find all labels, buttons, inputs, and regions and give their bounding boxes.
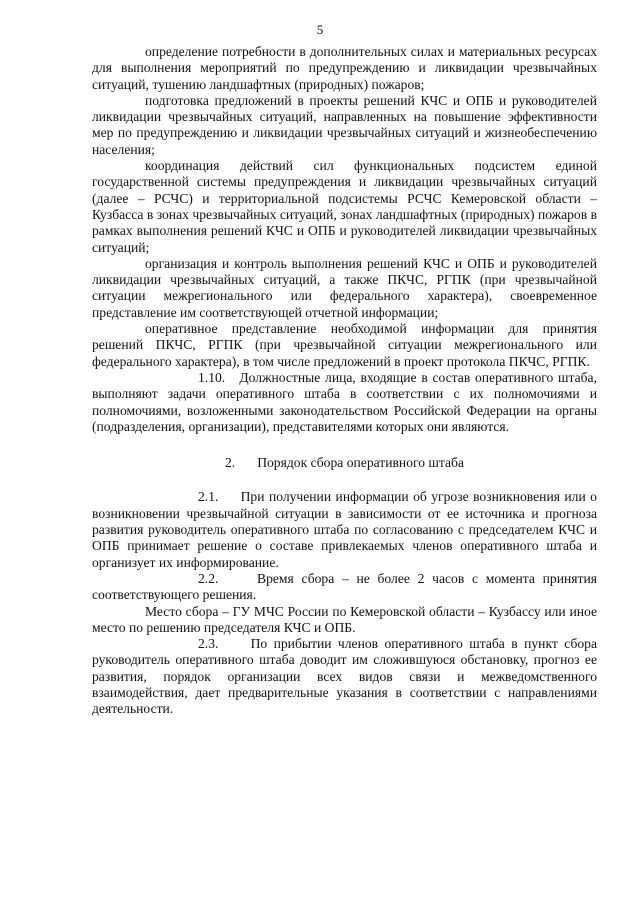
paragraph-information: оперативное представление необходимой информации для принятия решений ПКЧС, РГПК (при чрезвычайной ситуации межрегионального или федерального характера), в том числе предложений в проект протокола ПКЧС, РГПК. [92, 321, 597, 369]
item-2-3 [92, 636, 597, 717]
item-number: 1.10. [198, 369, 226, 385]
item-text: По прибытии членов оперативного штаба в пункт сбора руководитель оперативного штаба доводит им сложившуюся обстановку, прогноз ее развития, порядок организации всех видов связи и межведомственного взаимодействия, дает предварительные указания в соответствии с направлениями деятельности. [92, 636, 597, 717]
document-body [92, 44, 597, 718]
item-2-1 [92, 489, 597, 570]
item-text: При получении информации об угрозе возникновения или о возникновении чрезвычайной ситуации в зависимости от ее источника и прогноза развития руководитель оперативного штаба по согласованию с председателем КЧС и ОПБ принимает решение о составе привлекаемых членов оперативного штаба и организует их информирование. [92, 489, 597, 570]
item-1-10 [92, 370, 597, 435]
item-number: 2.3. [198, 636, 219, 652]
item-text: Время сбора – не более 2 часов с момента принятия соответствующего решения. [92, 570, 597, 603]
page-number: 5 [316, 22, 324, 37]
section-heading [92, 455, 597, 471]
paragraph-coordination: координация действий сил функциональных подсистем единой государственной системы предупреждения и ликвидации чрезвычайных ситуаций (далее – РСЧС) и территориальной подсистемы РСЧС Кемеровской области – Кузбасса в зонах чрезвычайных ситуаций, зонах ландшафтных (природных) пожаров в рамках выполнения решений КЧС и ОПБ и руководителей ликвидации чрезвычайных ситуаций; [92, 158, 597, 255]
section-title: Порядок сбора оперативного штаба [257, 455, 464, 471]
section-number: 2. [224, 455, 236, 471]
paragraph-proposals: подготовка предложений в проекты решений КЧС и ОПБ и руководителей ликвидации чрезвычайных ситуаций, направленных на повышение эффективности мер по предупреждению и ликвидации чрезвычайных ситуаций и жизнеобеспечению населения; [92, 92, 597, 157]
item-text: Должностные лица, входящие в состав оперативного штаба, выполняют задачи оперативного штаба в соответствии с их полномочиями и полномочиями, возложенными законодательством Российской Федерации на органы (подразделения, организации), представителями которых они являются. [92, 369, 597, 434]
paragraph-resource-needs: определение потребности в дополнительных силах и материальных ресурсах для выполнения мероприятий по предупреждению и ликвидации чрезвычайных ситуаций, тушению ландшафтных (природных) пожаров; [92, 44, 597, 92]
paragraph-meeting-place: Место сбора – ГУ МЧС России по Кемеровской области – Кузбассу или иное место по решению председателя КЧС и ОПБ. [92, 603, 597, 635]
item-2-2 [92, 571, 597, 604]
paragraph-control: организация и контроль выполнения решений КЧС и ОПБ и руководителей ликвидации чрезвычайных ситуаций, а также ПКЧС, РГПК (при чрезвычайной ситуации межрегионального или федерального характера), своевременное представление им соответствующей отчетной информации; [92, 255, 597, 320]
item-number: 2.2. [198, 570, 219, 586]
item-number: 2.1. [198, 489, 219, 505]
